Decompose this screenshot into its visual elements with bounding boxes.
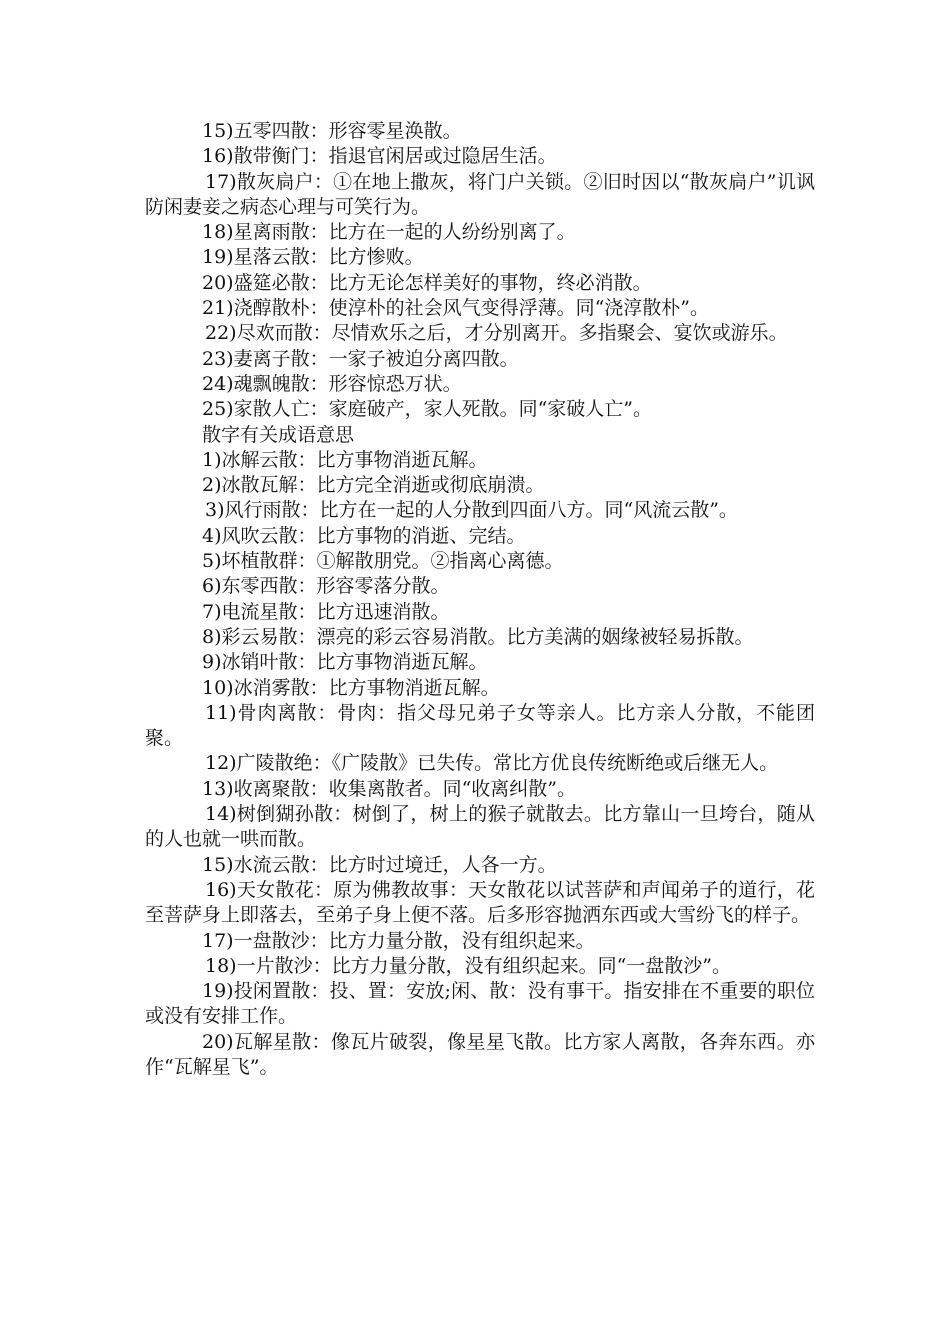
section-heading: 散字有关成语意思 [202, 423, 355, 446]
paragraph: 1)冰解云散：比方事物消逝瓦解。 [202, 448, 488, 471]
paragraph: 25)家散人亡：家庭破产，家人死散。同“家破人亡”。 [202, 398, 653, 421]
paragraph: 23)妻离子散：一家子被迫分离四散。 [202, 347, 519, 370]
document-body [145, 119, 815, 1080]
paragraph: 18)星离雨散：比方在一起的人纷纷别离了。 [202, 221, 576, 244]
paragraph: 21)浇醇散朴：使淳朴的社会风气变得浮薄。同“浇淳散朴”。 [202, 297, 710, 320]
paragraph: 24)魂飘魄散：形容惊恐万状。 [202, 372, 462, 395]
paragraph: 6)东零西散：形容零落分散。 [202, 575, 450, 598]
paragraph: 8)彩云易散：漂亮的彩云容易消散。比方美满的姻缘被轻易拆散。 [202, 625, 754, 648]
paragraph: 20)盛筵必散：比方无论怎样美好的事物，终必消散。 [202, 271, 652, 294]
paragraph: 2)冰散瓦解：比方完全消逝或彻底崩溃。 [202, 474, 545, 497]
paragraph: 9)冰销叶散：比方事物消逝瓦解。 [202, 651, 488, 674]
paragraph: 12)广陵散绝：《广陵散》已失传。常比方优良传统断绝或后继无人。 [205, 752, 779, 775]
paragraph: 18)一片散沙：比方力量分散，没有组织起来。同“一盘散沙”。 [205, 954, 732, 977]
paragraph: 22)尽欢而散：尽情欢乐之后，才分别离开。多指聚会、宴饮或游乐。 [205, 322, 788, 345]
paragraph: 4)风吹云散：比方事物的消逝、完结。 [202, 524, 526, 547]
paragraph: 17)一盘散沙：比方力量分散，没有组织起来。 [202, 929, 595, 952]
paragraph: 5)坏植散群：①解散朋党。②指离心离德。 [202, 550, 564, 573]
paragraph: 16)散带衡门：指退官闲居或过隐居生活。 [202, 145, 557, 168]
paragraph: 19)星落云散：比方惨败。 [202, 246, 424, 269]
paragraph: 14)树倒猢孙散：树倒了，树上的猴子就散去。比方靠山一旦垮台，随从的人也就一哄而散。 [145, 803, 815, 851]
paragraph: 16)天女散花：原为佛教故事：天女散花以试菩萨和声闻弟子的道行，花至菩萨身上即落去，至弟子身上便不落。后多形容抛洒东西或大雪纷飞的样子。 [145, 878, 815, 927]
paragraph: 7)电流星散：比方迅速消散。 [202, 600, 450, 623]
paragraph: 20)瓦解星散：像瓦片破裂，像星星飞散。比方家人离散，各奔东西。亦作“瓦解星飞”。 [145, 1030, 815, 1078]
paragraph: 10)冰消雾散：比方事物消逝瓦解。 [202, 676, 500, 699]
paragraph: 17)散灰扃户：①在地上撒灰，将门户关锁。②旧时因以“散灰扃户”讥讽防闲妻妾之病态心理与可笑行为。 [145, 170, 815, 218]
paragraph: 15)五零四散：形容零星涣散。 [202, 120, 462, 142]
paragraph: 15)水流云散：比方时过境迁，人各一方。 [202, 853, 557, 876]
paragraph: 13)收离聚散：收集离散者。同“收离纠散”。 [202, 777, 577, 800]
paragraph: 11)骨肉离散：骨肉：指父母兄弟子女等亲人。比方亲人分散，不能团聚。 [145, 701, 815, 750]
paragraph: 19)投闲置散：投、置：安放;闲、散：没有事干。指安排在不重要的职位或没有安排工作。 [145, 980, 815, 1028]
paragraph: 3)风行雨散：比方在一起的人分散到四面八方。同“风流云散”。 [205, 499, 738, 522]
